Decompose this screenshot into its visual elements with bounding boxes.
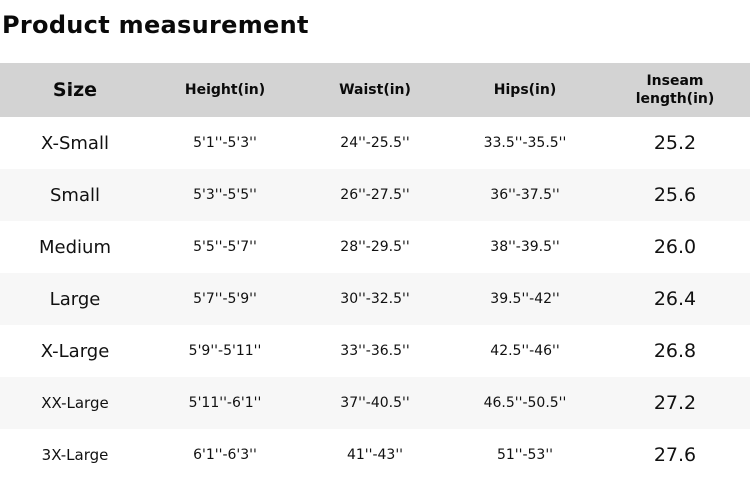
waist-value: 26''-27.5'' — [340, 187, 410, 203]
waist-value: 33''-36.5'' — [340, 343, 410, 359]
column-header-inseam-label: Inseam length(in) — [635, 72, 715, 107]
waist-cell — [300, 377, 450, 429]
hips-cell — [450, 273, 600, 325]
hips-value: 42.5''-46'' — [490, 343, 560, 359]
hips-value: 51''-53'' — [496, 447, 554, 463]
waist-value: 28''-29.5'' — [340, 239, 410, 255]
inseam-value: 26.4 — [653, 288, 697, 310]
size-cell — [0, 273, 150, 325]
table-body — [0, 117, 750, 481]
size-cell — [0, 169, 150, 221]
waist-cell — [300, 325, 450, 377]
inseam-value: 25.2 — [653, 132, 697, 154]
size-cell — [0, 221, 150, 273]
waist-cell — [300, 273, 450, 325]
hips-cell — [450, 429, 600, 481]
inseam-cell — [600, 325, 750, 377]
size-value: Medium — [39, 236, 111, 258]
inseam-value: 26.0 — [653, 236, 697, 258]
size-value: X-Large — [40, 340, 110, 362]
height-value: 5'9''-5'11'' — [188, 343, 262, 359]
size-cell — [0, 325, 150, 377]
size-cell — [0, 377, 150, 429]
hips-cell — [450, 169, 600, 221]
page-title: Product measurement — [2, 11, 309, 39]
size-value: Large — [49, 288, 101, 310]
height-value: 5'1''-5'3'' — [193, 135, 257, 151]
height-cell — [150, 377, 300, 429]
height-cell — [150, 429, 300, 481]
column-header-hips — [450, 63, 600, 117]
table-row — [0, 169, 750, 221]
table-header-row — [0, 63, 750, 117]
hips-cell — [450, 221, 600, 273]
inseam-cell — [600, 429, 750, 481]
height-cell — [150, 169, 300, 221]
size-value: X-Small — [41, 132, 109, 154]
size-value: 3X-Large — [41, 446, 109, 464]
size-value: XX-Large — [41, 394, 109, 412]
column-header-inseam — [600, 63, 750, 117]
size-value: Small — [50, 184, 100, 206]
hips-value: 36''-37.5'' — [490, 187, 560, 203]
waist-cell — [300, 429, 450, 481]
height-cell — [150, 117, 300, 169]
inseam-cell — [600, 169, 750, 221]
hips-value: 39.5''-42'' — [490, 291, 560, 307]
inseam-cell — [600, 117, 750, 169]
inseam-value: 27.6 — [653, 444, 697, 466]
column-header-height — [150, 63, 300, 117]
hips-cell — [450, 117, 600, 169]
hips-cell — [450, 325, 600, 377]
waist-value: 41''-43'' — [346, 447, 404, 463]
height-cell — [150, 221, 300, 273]
hips-cell — [450, 377, 600, 429]
height-value: 6'1''-6'3'' — [193, 447, 257, 463]
inseam-cell — [600, 221, 750, 273]
column-header-hips-label: Hips(in) — [493, 82, 557, 98]
size-cell — [0, 117, 150, 169]
hips-value: 46.5''-50.5'' — [483, 395, 567, 411]
waist-value: 30''-32.5'' — [340, 291, 410, 307]
column-header-size-label: Size — [52, 79, 98, 101]
size-cell — [0, 429, 150, 481]
height-value: 5'11''-6'1'' — [188, 395, 262, 411]
column-header-height-label: Height(in) — [184, 82, 266, 98]
height-value: 5'3''-5'5'' — [193, 187, 257, 203]
table-row — [0, 325, 750, 377]
table-row — [0, 429, 750, 481]
table-row — [0, 273, 750, 325]
waist-cell — [300, 169, 450, 221]
table-row — [0, 117, 750, 169]
height-cell — [150, 273, 300, 325]
column-header-size — [0, 63, 150, 117]
waist-value: 37''-40.5'' — [340, 395, 410, 411]
height-value: 5'7''-5'9'' — [193, 291, 257, 307]
inseam-value: 26.8 — [653, 340, 697, 362]
waist-cell — [300, 117, 450, 169]
page-header — [0, 0, 750, 63]
table-row — [0, 377, 750, 429]
inseam-value: 25.6 — [653, 184, 697, 206]
hips-value: 38''-39.5'' — [490, 239, 560, 255]
size-measurement-table — [0, 63, 750, 481]
waist-cell — [300, 221, 450, 273]
inseam-value: 27.2 — [653, 392, 697, 414]
inseam-cell — [600, 273, 750, 325]
hips-value: 33.5''-35.5'' — [483, 135, 567, 151]
height-cell — [150, 325, 300, 377]
inseam-cell — [600, 377, 750, 429]
table-row — [0, 221, 750, 273]
height-value: 5'5''-5'7'' — [193, 239, 257, 255]
waist-value: 24''-25.5'' — [340, 135, 410, 151]
column-header-waist — [300, 63, 450, 117]
table-head — [0, 63, 750, 117]
column-header-waist-label: Waist(in) — [339, 82, 411, 98]
